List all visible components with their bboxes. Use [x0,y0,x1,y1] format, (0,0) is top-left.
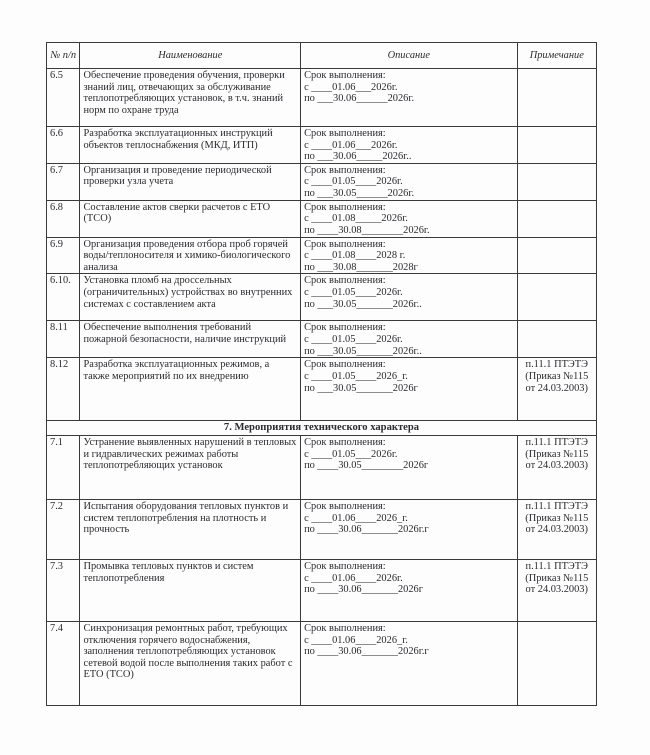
table-row [47,274,597,321]
description-line: по ___30.06______2026г. [304,93,415,105]
description-line: с ____01.06___2026г. [304,81,398,93]
table-row [47,559,597,621]
description-line: Срок выполнения: [304,128,386,139]
row-name: Обеспечение проведения обучения, проверки знаний лиц, отвечающих за обслуживание теплопотребляющих установок, в т.ч. знаний норм по охране труда [80,69,301,127]
description-line: по ___30.05_______2026г [304,382,418,394]
description-line: с ____01.06___2026г. [304,139,398,151]
section-title: 7. Мероприятия технического характера [47,421,597,436]
row-name: Синхронизация ремонтных работ, требующих отключения горячего водоснабжения, заполнения теплопотребляющих установок сетевой водой после выполнения таких работ с ЕТО (ТСО) [80,621,301,705]
description-line: с ____01.05___2026г. [304,448,398,460]
row-number: 6.10. [47,274,80,321]
row-name: Устранение выявленных нарушений в тепловых и гидравлических режимах работы теплопотребляющих установок [80,435,301,499]
description-line: по ____30.06_______2026г.г [304,646,429,658]
table-row [47,69,597,127]
description-line: Срок выполнения: [304,500,386,512]
description-line: с ____01.08_____2026г. [304,213,408,225]
description-line: с ____01.05____2026г. [304,176,403,188]
description-line: с ____01.08____2028 г. [304,250,406,262]
section-row [47,421,597,436]
row-name: Обеспечение выполнения требований пожарной безопасности, наличие инструкций [80,321,301,358]
description-line: по ___30.05______2026г. [304,187,415,199]
description-line: Срок выполнения: [304,622,386,634]
header-name: Наименование [80,43,301,69]
row-note: п.11.1 ПТЭТЭ (Приказ №115 от 24.03.2003) [517,435,596,499]
description-line: Срок выполнения: [304,436,386,448]
row-name: Установка пломб на дроссельных (ограничительных) устройствах во внутренних системах с составлением акта [80,274,301,321]
description-line: по ___30.06_____2026г.. [304,151,412,163]
description-line: по ___30.05_______2026г.. [304,345,422,357]
row-note [517,127,596,164]
row-name: Промывка тепловых пунктов и систем теплопотребления [80,559,301,621]
description-line: Срок выполнения: [304,359,386,371]
row-description [301,127,517,164]
row-description [301,621,517,705]
row-number: 6.5 [47,69,80,127]
header-note: Примечание [517,43,596,69]
row-number: 8.11 [47,321,80,358]
row-note [517,237,596,274]
row-description [301,499,517,559]
row-description [301,69,517,127]
row-note: п.11.1 ПТЭТЭ (Приказ №115 от 24.03.2003) [517,499,596,559]
row-description [301,274,517,321]
row-description [301,163,517,200]
table-row [47,435,597,499]
row-note [517,69,596,127]
description-line: с ____01.06____2026г. [304,572,403,584]
row-name: Испытания оборудования тепловых пунктов и систем теплопотребления на плотность и прочность [80,499,301,559]
row-description [301,559,517,621]
measures-table [46,42,597,706]
description-line: по ___30.05_______2026г.. [304,298,422,310]
table-header-row [47,43,597,69]
row-note: п.11.1 ПТЭТЭ (Приказ №115 от 24.03.2003) [517,358,596,421]
row-name: Разработка эксплуатационных инструкций объектов теплоснабжения (МКД, ИТП) [80,127,301,164]
row-description [301,321,517,358]
table-row [47,321,597,358]
row-note [517,200,596,237]
row-description [301,237,517,274]
row-description [301,200,517,237]
row-note [517,621,596,705]
description-line: Срок выполнения: [304,70,386,81]
description-line: с ____01.05____2026_г. [304,370,408,382]
table-row [47,621,597,705]
row-number: 6.6 [47,127,80,164]
header-num: № п/п [47,43,80,69]
table-row [47,200,597,237]
row-note [517,274,596,321]
row-number: 8.12 [47,358,80,421]
description-line: Срок выполнения: [304,238,386,250]
table-row [47,499,597,559]
row-number: 7.3 [47,559,80,621]
table-row [47,237,597,274]
table-row [47,358,597,421]
row-number: 6.7 [47,163,80,200]
description-line: по ____30.06_______2026г.г [304,524,429,536]
row-name: Организация проведения отбора проб горячей воды/теплоносителя и химико-биологического анализа [80,237,301,274]
description-line: Срок выполнения: [304,275,386,287]
row-number: 6.8 [47,200,80,237]
row-note [517,321,596,358]
row-name: Организация и проведение периодической проверки узла учета [80,163,301,200]
row-number: 7.2 [47,499,80,559]
description-line: по ____30.05________2026г [304,460,429,472]
description-line: по ___30.08_______2028г [304,261,418,273]
row-number: 7.1 [47,435,80,499]
row-name: Разработка эксплуатационных режимов, а также мероприятий по их внедрению [80,358,301,421]
description-line: Срок выполнения: [304,164,386,176]
description-line: Срок выполнения: [304,322,386,334]
row-number: 7.4 [47,621,80,705]
table-row [47,163,597,200]
description-line: Срок выполнения: [304,201,386,213]
row-description [301,435,517,499]
description-line: с ____01.06____2026_г. [304,512,408,524]
row-note: п.11.1 ПТЭТЭ (Приказ №115 от 24.03.2003) [517,559,596,621]
row-number: 6.9 [47,237,80,274]
description-line: с ____01.05____2026г. [304,286,403,298]
description-line: по ____30.08________2026г. [304,224,430,236]
row-name: Составление актов сверки расчетов с ЕТО (ТСО) [80,200,301,237]
description-line: Срок выполнения: [304,560,386,572]
header-desc: Описание [301,43,517,69]
description-line: по ____30.06_______2026г [304,584,424,596]
description-line: с ____01.06____2026_г. [304,634,408,646]
description-line: с ____01.05____2026г. [304,333,403,345]
row-note [517,163,596,200]
row-description [301,358,517,421]
table-row [47,127,597,164]
